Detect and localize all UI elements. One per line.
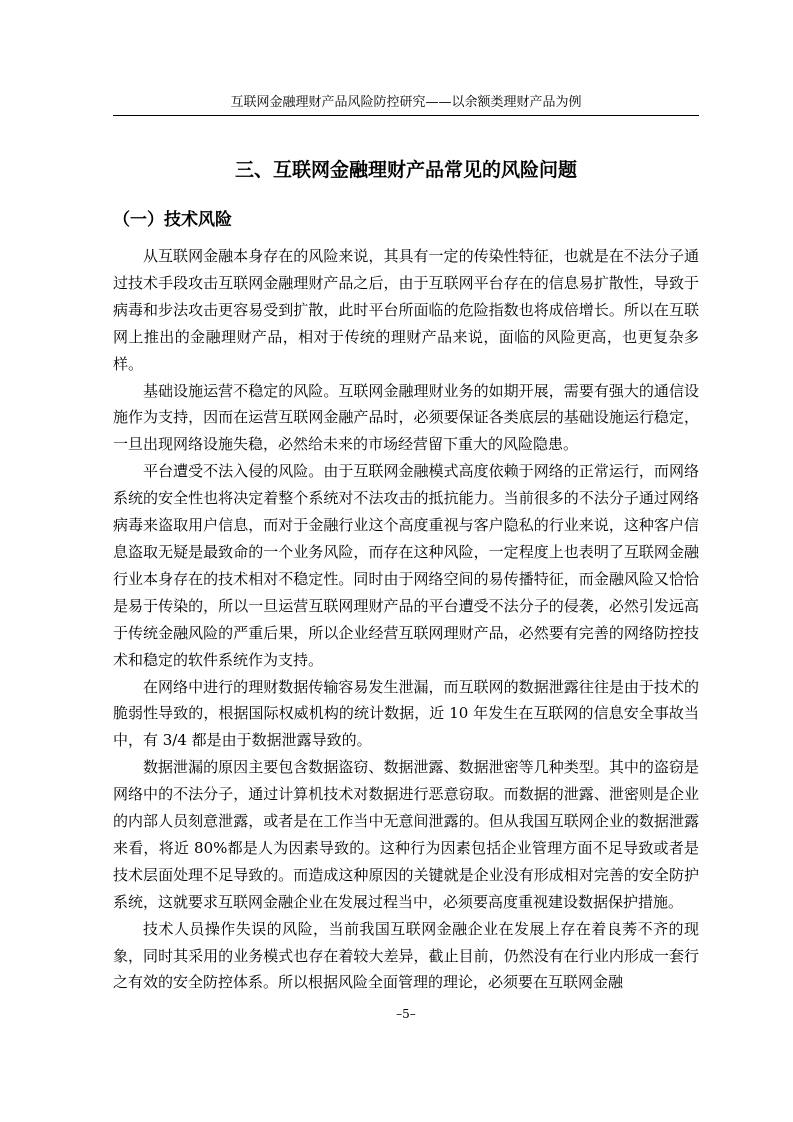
paragraph: 数据泄漏的原因主要包含数据盗窃、数据泄露、数据泄密等几种类型。其中的盗窃是网络中的不法分子，通过计算机技术对数据进行恶意窃取。而数据的泄露、泄密则是企业的内部人员刻意泄露，或者是在工作当中无意间泄露的。但从我国互联网企业的数据泄露来看，将近 80%都是人为因素导致的。这种行为因素包括企业管理方面不足导致或者是技术层面处理不足导致的。而造成这种原因的关键就是企业没有形成相对完善的安全防护系统，这就要求互联网金融企业在发展过程当中，必须要高度重视建设数据保护措施。 — [113, 758, 699, 911]
paragraph: 从互联网金融本身存在的风险来说，其具有一定的传染性特征，也就是在不法分子通过技术手段攻击互联网金融理财产品之后，由于互联网平台存在的信息易扩散性，导致于病毒和步法攻击更容易受到扩散，此时平台所面临的危险指数也将成倍增长。所以在互联网上推出的金融理财产品，相对于传统的理财产品来说，面临的风险更高，也更复杂多样。 — [113, 247, 699, 373]
body-text — [113, 243, 699, 996]
running-header: 互联网金融理财产品风险防控研究——以余额类理财产品为例 — [230, 95, 582, 110]
paragraph: 技术人员操作失误的风险，当前我国互联网金融企业在发展上存在着良莠不齐的现象，同时其采用的业务模式也存在着较大差异，截止目前，仍然没有在行业内形成一套行之有效的安全防控体系。所以根据风险全面管理的理论，必须要在互联网金融 — [113, 919, 699, 992]
page-number: –5– — [396, 1007, 416, 1021]
paragraph: 基础设施运营不稳定的风险。互联网金融理财业务的如期开展，需要有强大的通信设施作为支持，因而在运营互联网金融产品时，必须要保证各类底层的基础设施运行稳定，一旦出现网络设施失稳，必然给未来的市场经营留下重大的风险隐患。 — [113, 381, 699, 454]
paragraph: 在网络中进行的理财数据传输容易发生泄漏，而互联网的数据泄露往往是由于技术的脆弱性导致的，根据国际权威机构的统计数据，近 10 年发生在互联网的信息安全事故当中，有 3/4 都是由于数据泄露导致的。 — [113, 677, 699, 750]
paragraph: 平台遭受不法入侵的风险。由于互联网金融模式高度依赖于网络的正常运行，而网络系统的安全性也将决定着整个系统对不法攻击的抵抗能力。当前很多的不法分子通过网络病毒来盗取用户信息，而对于金融行业这个高度重视与客户隐私的行业来说，这种客户信息盗取无疑是最致命的一个业务风险，而存在这种风险，一定程度上也表明了互联网金融行业本身存在的技术相对不稳定性。同时由于网络空间的易传播特征，而金融风险又恰恰是易于传染的，所以一旦运营互联网理财产品的平台遭受不法分子的侵袭，必然引发远高于传统金融风险的严重后果，所以企业经营互联网理财产品，必然要有完善的网络防控技术和稳定的软件系统作为支持。 — [113, 462, 699, 669]
section-title: 三、互联网金融理财产品常见的风险问题 — [234, 159, 577, 181]
subsection-title: （一）技术风险 — [113, 210, 232, 230]
header-divider — [113, 115, 699, 116]
